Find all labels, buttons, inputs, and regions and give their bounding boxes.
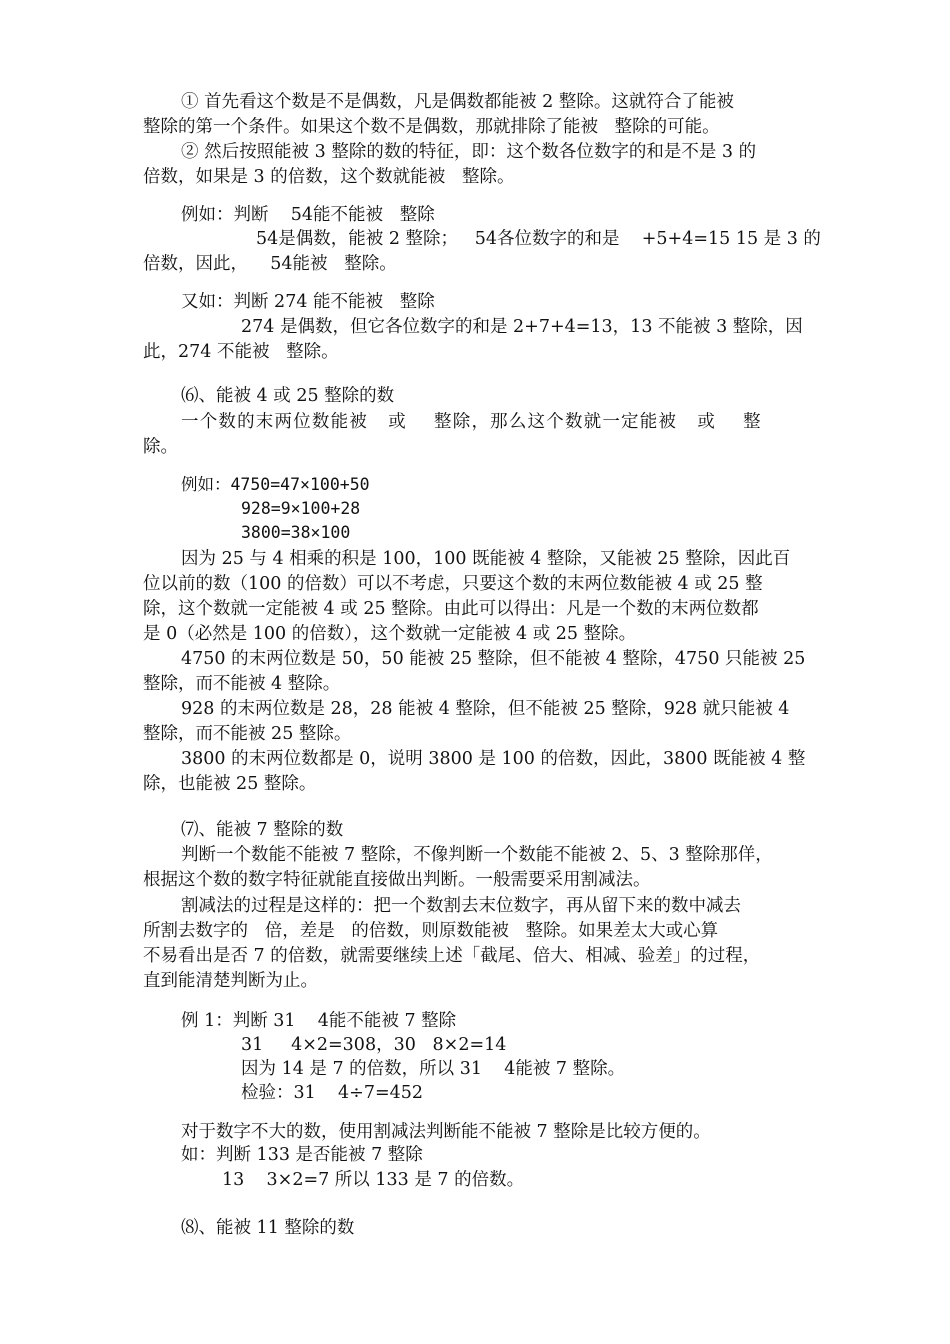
text-line: 直到能清楚判断为止。 (143, 971, 318, 991)
text-line: ② 然后按照能被 3 整除的数的特征，即：这个数各位数字的和是不是 3 的 (181, 142, 757, 162)
text-line: 因为 14 是 7 的倍数，所以 31 4能被 7 整除。 (241, 1059, 626, 1079)
text-line: 根据这个数的数字特征就能直接做出判断。一般需要采用割减法。 (143, 870, 651, 890)
text-line: 整除的第一个条件。如果这个数不是偶数，那就排除了能被 整除的可能。 (143, 117, 720, 137)
text-line: 13 3×2=7 所以 133 是 7 的倍数。 (222, 1170, 525, 1190)
text-line: 274 是偶数，但它各位数字的和是 2+7+4=13，13 不能被 3 整除，因 (241, 317, 803, 337)
text-line: 不易看出是否 7 的倍数，就需要继续上述「截尾、倍大、相减、验差」的过程， (143, 946, 761, 966)
text-line: 是 0（必然是 100 的倍数），这个数就一定能被 4 或 25 整除。 (143, 624, 637, 644)
text-line: 例如：判断 54能不能被 整除 (181, 205, 435, 225)
text-line: 因为 25 与 4 相乘的积是 100，100 既能被 4 整除，又能被 25 整除，因此百 (181, 549, 791, 569)
text-line: 除，也能被 25 整除。 (143, 774, 317, 794)
text-line: 倍数，如果是 3 的倍数，这个数就能被 整除。 (143, 167, 515, 187)
text-line: 又如：判断 274 能不能被 整除 (181, 292, 435, 312)
text-line: 所割去数字的 倍，差是 的倍数，则原数能被 整除。如果差太大或心算 (143, 921, 719, 941)
text-line: 判断一个数能不能被 7 整除，不像判断一个数能不能被 2、5、3 整除那佯， (181, 845, 773, 865)
text-line: 除。 (143, 437, 178, 457)
text-line: 割减法的过程是这样的：把一个数割去末位数字，再从留下来的数中减去 (181, 896, 741, 916)
formula-line: 例如：4750=47×100+50 (181, 475, 370, 494)
text-line: 除，这个数就一定能被 4 或 25 整除。由此可以得出：凡是一个数的末两位数都 (143, 599, 759, 619)
text-line: 检验：31 4÷7=452 (241, 1083, 424, 1103)
text-line: 倍数，因此， 54能被 整除。 (143, 254, 397, 274)
section-heading: ⑹、能被 4 或 25 整除的数 (181, 386, 395, 406)
formula-line: 3800=38×100 (241, 523, 351, 542)
text-line: 对于数字不大的数，使用割减法判断能不能被 7 整除是比较方便的。 (181, 1122, 711, 1142)
section-heading: ⑻、能被 11 整除的数 (181, 1218, 355, 1238)
text-line: 928 的末两位数是 28，28 能被 4 整除，但不能被 25 整除，928 就只能被 4 (181, 699, 790, 719)
text-line: ① 首先看这个数是不是偶数，凡是偶数都能被 2 整除。这就符合了能被 (181, 92, 734, 112)
text-line: 54是偶数，能被 2 整除； 54各位数字的和是 +5+4=15 15 是 3 的 (256, 229, 821, 249)
text-line: 位以前的数（100 的倍数）可以不考虑，只要这个数的末两位数能被 4 或 25 整 (143, 574, 763, 594)
text-line: 此，274 不能被 整除。 (143, 342, 339, 362)
text-line: 3800 的末两位数都是 0，说明 3800 是 100 的倍数，因此，3800 既能被 4 整 (181, 749, 806, 769)
text-line: 整除，而不能被 25 整除。 (143, 724, 352, 744)
text-line: 例 1：判断 31 4能不能被 7 整除 (181, 1011, 457, 1031)
text-line: 如：判断 133 是否能被 7 整除 (181, 1145, 423, 1165)
text-line: 整除，而不能被 4 整除。 (143, 674, 341, 694)
text-line: 一个数的末两位数能被 或 整除，那么这个数就一定能被 或 整 (181, 412, 762, 432)
text-line: 4750 的末两位数是 50，50 能被 25 整除，但不能被 4 整除，4750 只能被 25 (181, 649, 806, 669)
section-heading: ⑺、能被 7 整除的数 (181, 820, 344, 840)
text-line: 31 4×2=308，30 8×2=14 (241, 1035, 507, 1055)
formula-line: 928=9×100+28 (241, 499, 361, 518)
